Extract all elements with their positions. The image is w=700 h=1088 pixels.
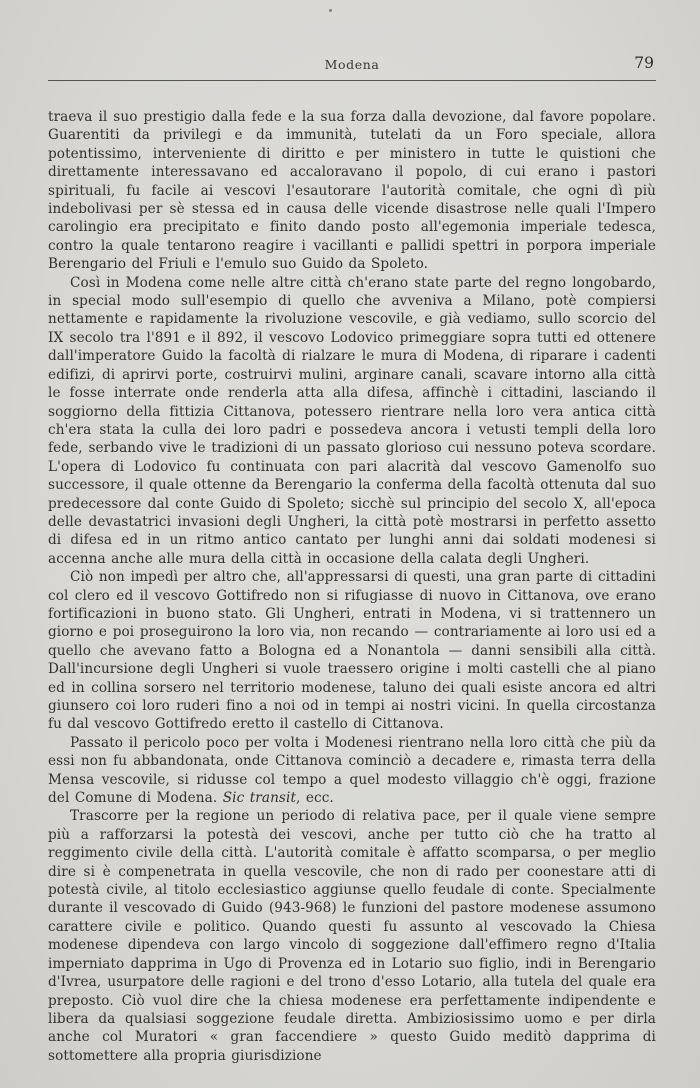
body-text [48, 108, 656, 1065]
paragraph: Così in Modena come nelle altre città ch'erano state parte del regno longobardo, in special modo sull'esempio di quello che avveniva a Milano, potè compiersi nettamente e rapidamente la rivoluzione vescovile, e già vediamo, sullo scorcio del IX secolo tra l'891 e il 892, il vescovo Lodovico primeggiare sopra tutti ed ottenere dall'imperatore Guido la facoltà di rialzare le mura di Modena, di riparare i cadenti edifizi, di aprirvi porte, costruirvi mulini, arginare canali, scavare intorno alla città le fosse interrate onde renderla atta alla difesa, affinchè i cittadini, lasciando il soggiorno della fittizia Cittanova, potessero rientrare nella loro vera antica città ch'era stata la culla dei loro padri e possedeva ancora i vetusti templi della loro fede, serbando vive le tradizioni di un passato glorioso cui nessuno poteva scordare. L'opera di Lodovico fu continuata con pari alacrità dal vescovo Gamenolfo suo successore, il quale ottenne da Berengario la conferma della facoltà ottenuta dal suo predecessore dal conte Guido di Spoleto; sicchè sul principio del secolo X, all'epoca delle devastatrici invasioni degli Ungheri, la città potè mostrarsi in perfetto assetto di difesa ed in un ritmo antico cantato per lunghi anni dai soldati modenesi si accenna anche alle mura della città in occasione della calata degli Ungheri. [48, 274, 656, 567]
paragraph [48, 734, 656, 808]
latin-phrase: Sic transit [222, 790, 297, 807]
page-number: 79 [634, 54, 654, 72]
header-rule [48, 80, 656, 81]
page-content [48, 54, 656, 1065]
paragraph-tail: , ecc. [296, 790, 334, 807]
paragraph-text: Passato il pericolo poco per volta i Modenesi rientrano nella loro città che più da essi non fu abbandonata, onde Cittanova cominciò a decadere e, rimasta terra della Mensa vescovile, si ridusse col tempo a quel modesto villaggio ch'è oggi, frazione del Comune di Modena. [48, 734, 656, 807]
paragraph-continuation: traeva il suo prestigio dalla fede e la sua forza dalla devozione, dal favore popolare. Guarentiti da privilegi e da immunità, tutelati da un Foro speciale, allora potentissimo, interveniente di diritto e per ministero in tutte le quistioni che direttamente interessavano ed accaloravano il popolo, di cui erano i pastori spirituali, fu facile ai vescovi l'esautorare l'autorità comitale, che ogni dì più indebolivasi per sè stessa ed in causa delle vicende disastrose nelle quali l'Impero carolingio era precipitato e finito dando posto all'egemonia imperiale tedesca, contro la quale tentarono reagire i vacillanti e pallidi spettri in porpora imperiale Berengario del Friuli e l'emulo suo Guido da Spoleto. [48, 109, 656, 273]
running-head: Modena [324, 57, 380, 72]
scan-speck [329, 9, 332, 12]
paragraph: Ciò non impedì per altro che, all'appressarsi di questi, una gran parte di cittadini col clero ed il vescovo Gottifredo non si rifugiasse di nuovo in Cittanova, ove erano fortificazioni in buono stato. Gli Ungheri, entrati in Modena, vi si trattennero un giorno e poi proseguirono la loro via, non recando — contrariamente ai loro usi ed a quello che avevano fatto a Bologna ed a Nonantola — danni sensibili alla città. Dall'incursione degli Ungheri si vuole traessero origine i molti castelli che al piano ed in collina sorsero nel territorio modenese, taluno dei quali esiste ancora ed altri giunsero coi loro ruderi fino a noi od in tempi ai nostri vicini. In quella circostanza fu dal vescovo Gottifredo eretto il castello di Cittanova. [48, 569, 656, 733]
paragraph: Trascorre per la regione un periodo di relativa pace, per il quale viene sempre più a rafforzarsi la potestà dei vescovi, anche per tutto ciò che ha tratto al reggimento civile della città. L'autorità comitale è affatto scomparsa, o per meglio dire si è compenetrata in quella vescovile, che non di rado per coonestare atti di potestà civile, al titolo ecclesiastico aggiunse quello feudale di conte. Specialmente durante il vescovado di Guido (943-968) le funzioni del pastore modenese assumono carattere civile e politico. Quando questi fu assunto al vescovado la Chiesa modenese dipendeva con largo vincolo di soggezione dall'effimero regno d'Italia imperniato dapprima in Ugo di Provenza ed in Lotario suo figlio, indi in Berengario d'Ivrea, usurpatore delle ragioni e del trono d'esso Lotario, alla tutela del quale era preposto. Ciò vuol dire che la chiesa modenese era perfettamente indipendente e libera da qualsiasi soggezione feudale diretta. Ambiziosissimo uomo e per dirla anche col Muratori « gran faccendiere » questo Guido meditò dapprima di sottomettere alla propria giurisdizione [48, 808, 656, 1064]
page-header [48, 54, 656, 75]
